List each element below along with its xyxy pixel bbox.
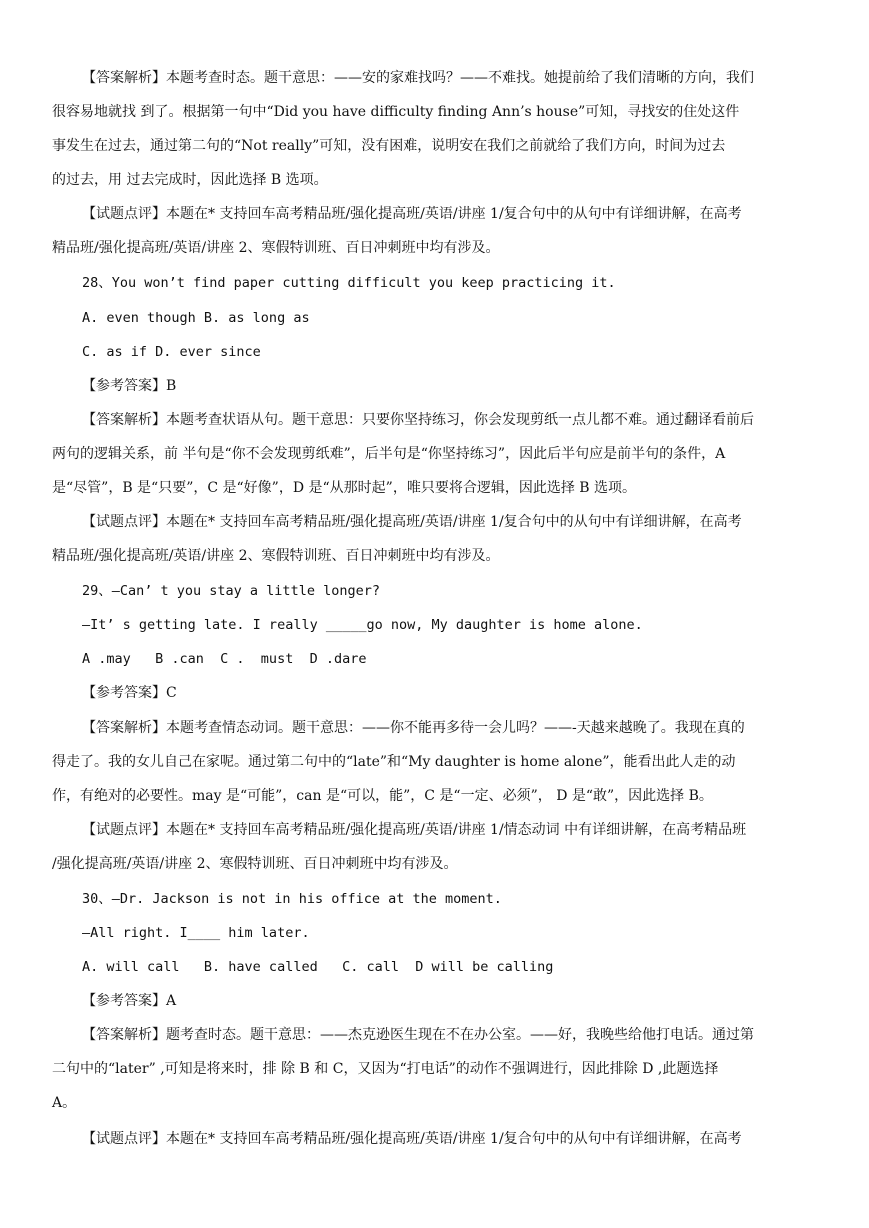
q30-options: A. will call B. have called C. call D will be calling [82, 959, 554, 975]
q28-option-line-2: C. as if D. ever since [82, 344, 261, 360]
q29-analysis-line-3: 作，有绝对的必要性。may 是“可能”，can 是“可以，能”，C 是“一定、必须”， D 是“敢”，因此选择 B。 [52, 788, 713, 804]
q27-comment-line-2: 精品班/强化提高班/英语/讲座 2、寒假特训班、百日冲刺班中均有涉及。 [52, 240, 500, 256]
q29-answer: 【参考答案】C [82, 685, 177, 701]
q27-analysis-line-2: 很容易地就找 到了。根据第一句中“Did you have difficulty finding Ann’s house”可知，寻找安的住处这件 [52, 104, 740, 120]
q27-analysis-line-1: 【答案解析】本题考查时态。题干意思：——安的家难找吗？——不难找。她提前给了我们清晰的方向，我们 [82, 70, 754, 86]
q30-answer: 【参考答案】A [82, 993, 177, 1009]
q30-analysis-line-2: 二句中的“later” ,可知是将来时，排 除 B 和 C，又因为“打电话”的动作不强调进行，因此排除 D ,此题选择 [52, 1061, 719, 1077]
q28-comment-line-1: 【试题点评】本题在* 支持回车高考精品班/强化提高班/英语/讲座 1/复合句中的从句中有详细讲解，在高考 [82, 514, 742, 530]
q29-analysis-line-2: 得走了。我的女儿自己在家呢。通过第二句中的“late”和“My daughter is home alone”，能看出此人走的动 [52, 754, 736, 770]
q30-question: 30、—Dr. Jackson is not in his office at the moment. [82, 891, 502, 907]
q28-question: 28、You won’t find paper cutting difficult you keep practicing it. [82, 275, 616, 291]
q29-comment-line-2: /强化提高班/英语/讲座 2、寒假特训班、百日冲刺班中均有涉及。 [52, 856, 458, 872]
q29-question: 29、—Can’ t you stay a little longer? [82, 583, 380, 599]
q28-answer: 【参考答案】B [82, 378, 177, 394]
q30-comment-line-1: 【试题点评】本题在* 支持回车高考精品班/强化提高班/英语/讲座 1/复合句中的从句中有详细讲解，在高考 [82, 1131, 742, 1147]
q28-comment-line-2: 精品班/强化提高班/英语/讲座 2、寒假特训班、百日冲刺班中均有涉及。 [52, 548, 500, 564]
q29-reply: —It’ s getting late. I really _____go now, My daughter is home alone. [82, 617, 643, 633]
q29-analysis-line-1: 【答案解析】本题考查情态动词。题干意思：——你不能再多待一会儿吗？——-天越来越晚了。我现在真的 [82, 720, 745, 736]
q27-comment-line-1: 【试题点评】本题在* 支持回车高考精品班/强化提高班/英语/讲座 1/复合句中的从句中有详细讲解，在高考 [82, 206, 742, 222]
q29-comment-line-1: 【试题点评】本题在* 支持回车高考精品班/强化提高班/英语/讲座 1/情态动词 中有详细讲解，在高考精品班 [82, 822, 747, 838]
q28-analysis-line-1: 【答案解析】本题考查状语从句。题干意思：只要你坚持练习，你会发现剪纸一点儿都不难。通过翻译看前后 [82, 412, 754, 428]
q27-analysis-line-3: 事发生在过去，通过第二句的“Not really”可知，没有困难，说明安在我们之前就给了我们方向，时间为过去 [52, 138, 726, 154]
q30-analysis-line-1: 【答案解析】题考查时态。题干意思：——杰克逊医生现在不在办公室。——好，我晚些给他打电话。通过第 [82, 1027, 754, 1043]
q30-analysis-line-3: A。 [52, 1095, 77, 1111]
q28-analysis-line-3: 是“尽管”，B 是“只要”，C 是“好像”，D 是“从那时起”，唯只要将合逻辑，因此选择 B 选项。 [52, 480, 637, 496]
q28-option-line-1: A. even though B. as long as [82, 310, 310, 326]
q30-reply: —All right. I____ him later. [82, 925, 310, 941]
q27-analysis-line-4: 的过去，用 过去完成时，因此选择 B 选项。 [52, 172, 328, 188]
q28-analysis-line-2: 两句的逻辑关系，前 半句是“你不会发现剪纸难”，后半句是“你坚持练习”，因此后半句应是前半句的条件，A [52, 446, 726, 462]
q29-options: A .may B .can C . must D .dare [82, 651, 367, 667]
